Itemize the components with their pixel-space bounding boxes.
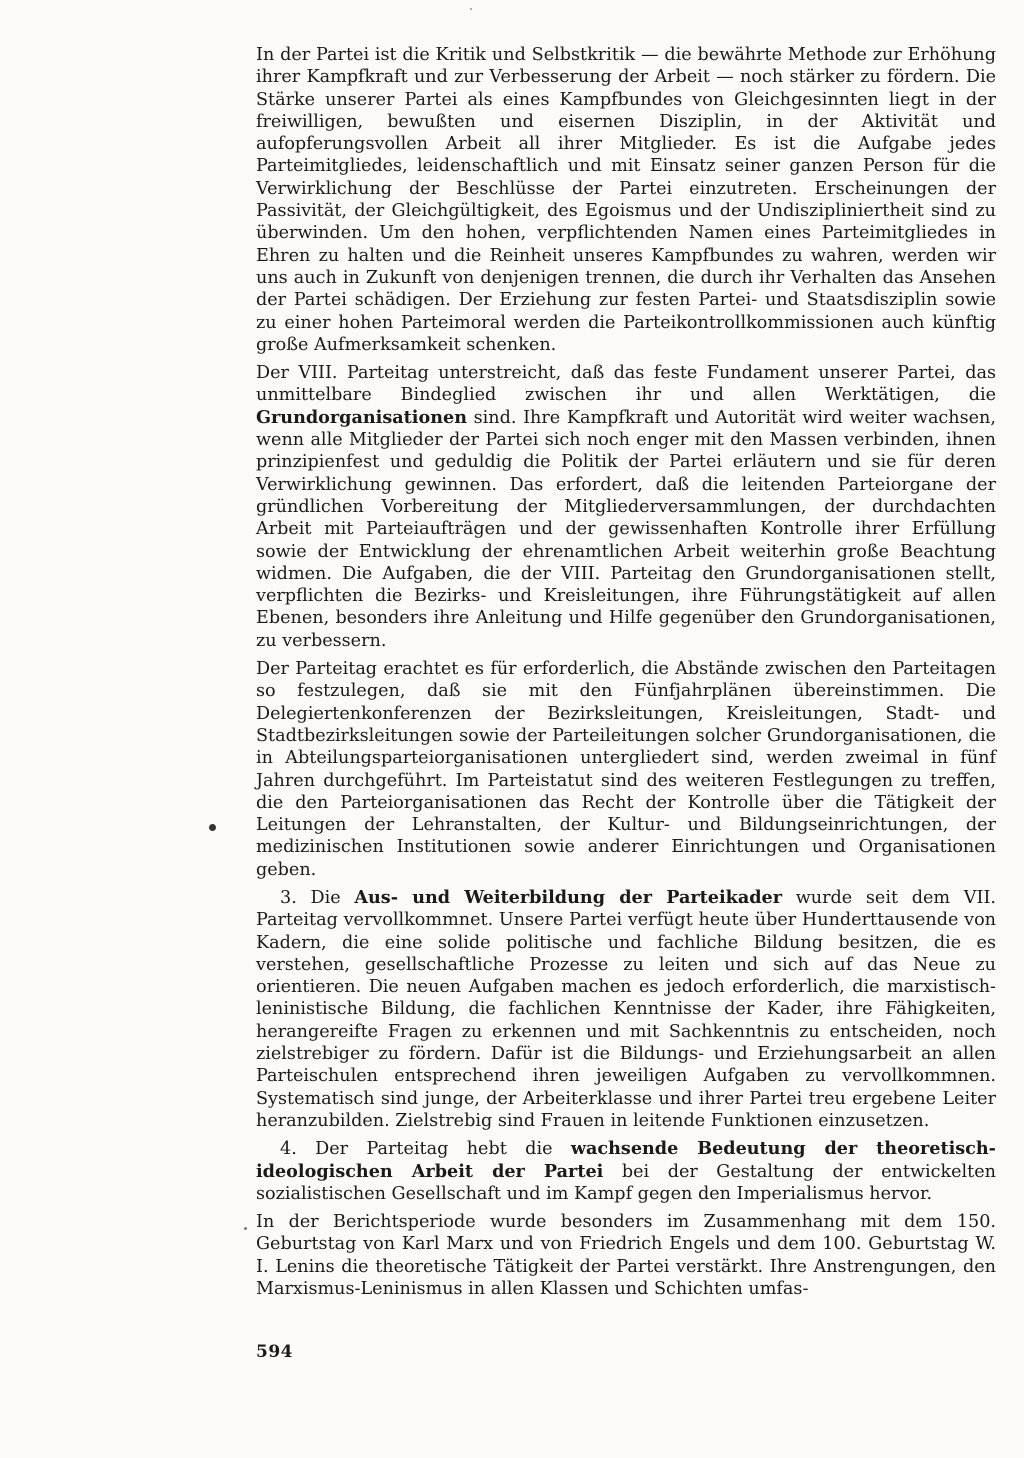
page-number: 594 <box>256 1342 293 1362</box>
paragraph-2-bold-term: Grundorganisationen <box>256 406 467 428</box>
paragraph-6-text: In der Berichtsperiode wurde besonders im Zusammenhang mit dem 150. Geburtstag von Karl Marx und von Friedrich Engels und dem 100. Geburtstag W. I. Lenins die theoretische Tätigkeit der Partei verstärkt. Ihre Anstrengungen, den Marxismus-Leninismus in allen Klassen und Schichten umfas- <box>256 1212 996 1300</box>
paragraph-3 <box>256 658 996 881</box>
paragraph-5 <box>256 1138 996 1205</box>
paragraph-4-text-a: 3. Die <box>280 887 355 908</box>
paragraph-2-text-a: Der VIII. Parteitag unterstreicht, daß das feste Fundament unserer Partei, das unmittelbare Bindeglied zwischen ihr und allen Werktätigen, die <box>256 363 996 406</box>
scan-speck <box>470 8 472 10</box>
paragraph-4-text-b: wurde seit dem VII. Parteitag vervollkommnet. Unsere Partei verfügt heute über Hunderttausende von Kadern, die eine solide politische und fachliche Bildung besitzen, die es verstehen, gesellschaftliche Prozesse zu leiten und sich auf das Neue zu orientieren. Die neuen Aufgaben machen es jedoch erforderlich, die marxistisch-leninistische Bildung, die fachlichen Kenntnisse der Kader, ihre Fähigkeiten, herangereifte Fragen zu erkennen und mit Sachkenntnis zu entscheiden, noch zielstrebiger zu fördern. Dafür ist die Bildungs- und Erziehungsarbeit an allen Parteischulen entsprechend ihren jeweiligen Aufgaben zu vervollkommnen. Systematisch sind junge, der Arbeiterklasse und ihrer Partei treu ergebene Leiter heranzubilden. Zielstrebig sind Frauen in leitende Funktionen einzusetzen. <box>256 887 996 1131</box>
paragraph-5-text-b: bei der Gestaltung der entwickelten sozialistischen Gesellschaft und im Kampf gegen den Imperialismus hervor. <box>256 1161 996 1204</box>
scan-speck <box>209 824 216 831</box>
paragraph-5-text-a: 4. Der Parteitag hebt die <box>280 1139 571 1160</box>
paragraph-5-bold-term: wachsende Bedeutung der theoretisch-ideologischen Arbeit der Partei <box>256 1138 996 1182</box>
paragraph-3-text: Der Parteitag erachtet es für erforderlich, die Abstände zwischen den Parteitagen so festzulegen, daß sie mit den Fünfjahrplänen übereinstimmen. Die Delegiertenkonferenzen der Bezirksleitungen, Kreisleitungen, Stadt- und Stadtbezirksleitungen sowie der Parteileitungen solcher Grundorganisationen, die in Abteilungsparteiorganisationen untergliedert sind, werden zweimal in fünf Jahren durchgeführt. Im Parteistatut sind des weiteren Festlegungen zu treffen, die den Parteiorganisationen das Recht der Kontrolle über die Tätigkeit der Leitungen der Lehranstalten, der Kultur- und Bildungseinrichtungen, der medizinischen Institutionen sowie anderer Einrichtungen und Organisationen geben. <box>256 659 996 880</box>
body-text <box>256 44 996 1306</box>
paragraph-4 <box>256 887 996 1132</box>
paragraph-2-text-b: sind. Ihre Kampfkraft und Autorität wird weiter wachsen, wenn alle Mitglieder der Partei sich noch enger mit den Massen verbinden, ihnen prinzipienfest und geduldig die Politik der Partei erläutern und sie für deren Verwirklichung gewinnen. Das erfordert, daß die leitenden Parteiorgane der gründlichen Vorbereitung der Mitgliederversammlungen, der durchdachten Arbeit mit Parteiaufträgen und der gewissenhaften Kontrolle ihrer Erfüllung sowie der Entwicklung der ehrenamtlichen Arbeit weiterhin große Beachtung widmen. Die Aufgaben, die der VIII. Parteitag den Grundorganisationen stellt, verpflichten die Bezirks- und Kreisleitungen, ihre Führungstätigkeit auf allen Ebenen, besonders ihre Anleitung und Hilfe gegenüber den Grundorganisationen, zu verbessern. <box>256 407 996 651</box>
scan-speck <box>244 1227 247 1230</box>
paragraph-1 <box>256 44 996 356</box>
paragraph-4-bold-term: Aus- und Weiterbildung der Parteikader <box>354 886 783 908</box>
paragraph-1-text: In der Partei ist die Kritik und Selbstkritik — die bewährte Methode zur Erhöhung ihrer Kampfkraft und zur Verbesserung der Arbeit — noch stärker zu fördern. Die Stärke unserer Partei als eines Kampfbundes von Gleichgesinnten liegt in der freiwilligen, bewußten und eisernen Disziplin, in der Aktivität und aufopferungsvollen Arbeit all ihrer Mitglieder. Es ist die Aufgabe jedes Parteimitgliedes, leidenschaftlich und mit Einsatz seiner ganzen Person für die Verwirklichung der Beschlüsse der Partei einzutreten. Erscheinungen der Passivität, der Gleichgültigkeit, des Egoismus und der Undiszipliniertheit sind zu überwinden. Um den hohen, verpflichtenden Namen eines Parteimitgliedes in Ehren zu halten und die Reinheit unseres Kampfbundes zu wahren, werden wir uns auch in Zukunft von denjenigen trennen, die durch ihr Verhalten das Ansehen der Partei schädigen. Der Erziehung zur festen Partei- und Staatsdisziplin sowie zu einer hohen Parteimoral werden die Parteikontrollkommissionen auch künftig große Aufmerksamkeit schenken. <box>256 45 996 355</box>
paragraph-2 <box>256 362 996 652</box>
paragraph-6 <box>256 1211 996 1300</box>
